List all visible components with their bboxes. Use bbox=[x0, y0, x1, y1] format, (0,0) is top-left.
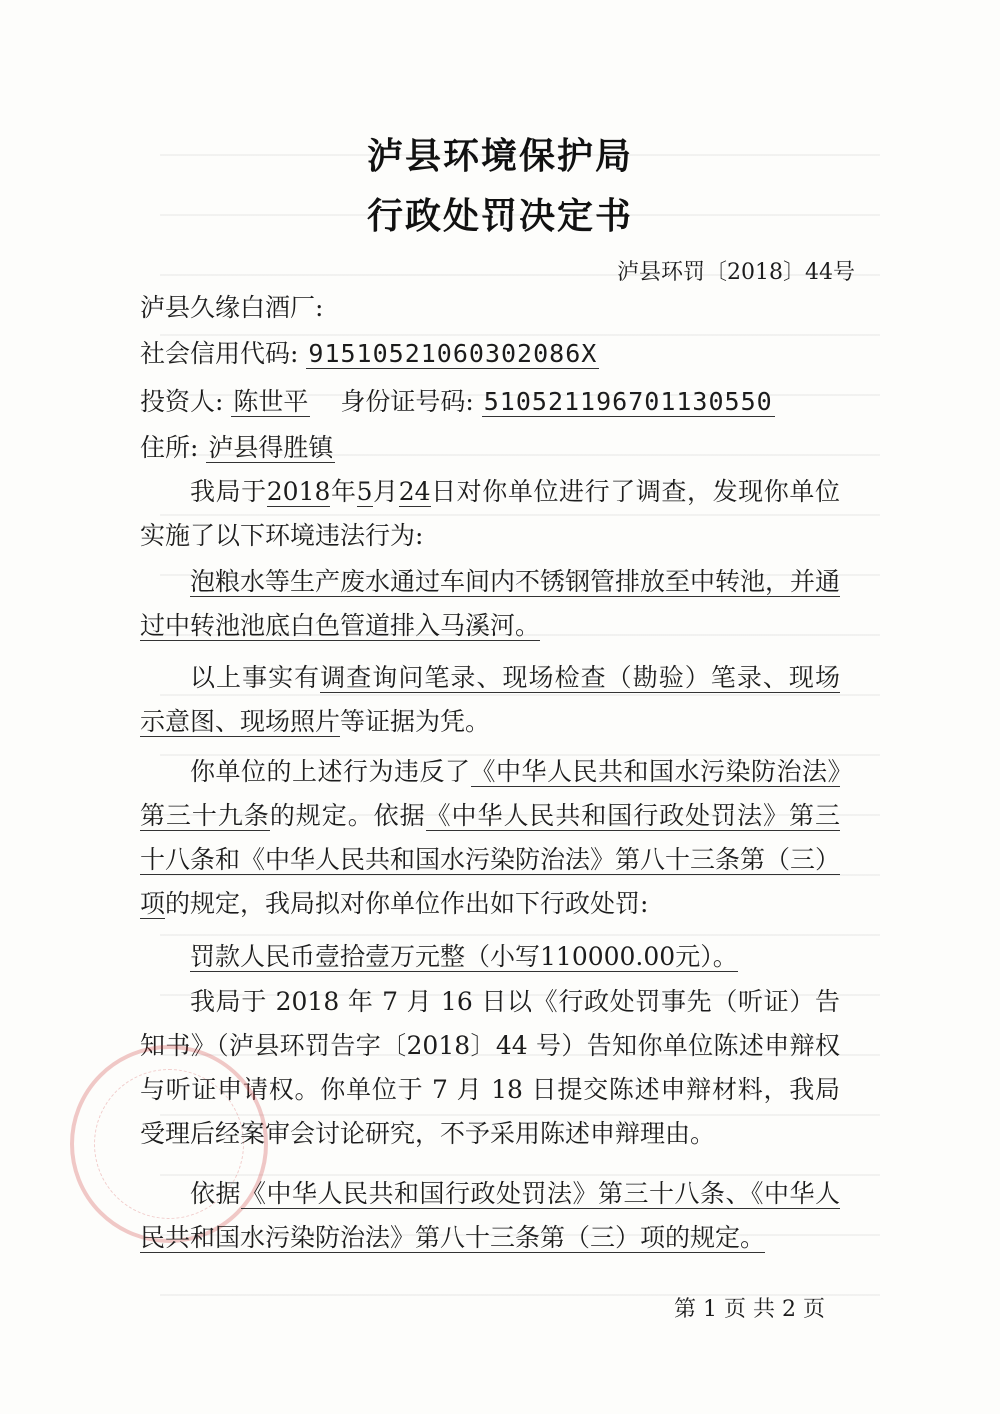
document-title-agency: 泸县环境保护局 bbox=[366, 135, 633, 177]
investigation-text-4: 日对你单位进行了调查，发现你单位实施了以下环境违法行为: bbox=[140, 477, 840, 550]
address-label: 住所: bbox=[140, 433, 199, 462]
evidence-text-2: 等证据为凭。 bbox=[340, 707, 491, 736]
id-number-label: 身份证号码: bbox=[340, 387, 474, 416]
notice-paragraph: 我局于 2018 年 7 月 16 日以《行政处罚事先（听证）告知书》（泸县环罚告字〔2018〕44 号）告知你单位陈述申辩权与听证申请权。你单位于 7 月 18 日提交陈述申辩材料，我局受理后经案审会讨论研究，不予采用陈述申辩理由。 bbox=[140, 987, 840, 1148]
investigation-day: 24 bbox=[398, 477, 431, 506]
investigation-paragraph bbox=[140, 470, 840, 558]
basis-paragraph bbox=[140, 1172, 840, 1260]
investigation-month: 5 bbox=[356, 477, 373, 506]
credit-code-row bbox=[140, 334, 599, 370]
basis-law: 《中华人民共和国行政处罚法》第三十八条、《中华人民共和国水污染防治法》第八十三条第（三）项的规定。 bbox=[140, 1179, 840, 1252]
address-row bbox=[140, 428, 335, 464]
basis-text-1: 依据 bbox=[190, 1179, 241, 1208]
penalty-paragraph bbox=[140, 935, 840, 979]
document-number: 泸县环罚〔2018〕44号 bbox=[617, 260, 855, 285]
address-value: 泸县得胜镇 bbox=[208, 433, 334, 462]
party-name: 泸县久缘白酒厂: bbox=[140, 293, 324, 322]
law-paragraph bbox=[140, 750, 840, 926]
law-text-3: 的规定，我局拟对你单位作出如下行政处罚: bbox=[165, 889, 649, 918]
violation-paragraph bbox=[140, 560, 840, 648]
violation-text: 泡粮水等生产废水通过车间内不锈钢管排放至中转池，并通过中转池池底白色管道排入马溪河。 bbox=[140, 567, 841, 640]
investor-label: 投资人: bbox=[140, 387, 224, 416]
law-violated: 《中华人民共和国水污染防治法》第三十九条 bbox=[140, 757, 840, 830]
credit-code-value: 91510521060302086X bbox=[308, 339, 598, 368]
law-basis: 《中华人民共和国行政处罚法》第三十八条和《中华人民共和国水污染防治法》第八十三条第（三）项 bbox=[140, 801, 841, 918]
page-number: 第 1 页 共 2 页 bbox=[674, 1297, 825, 1322]
investor-row bbox=[140, 382, 775, 418]
document-title-type: 行政处罚决定书 bbox=[366, 195, 633, 237]
credit-code-label: 社会信用代码: bbox=[140, 339, 299, 368]
evidence-list: 调查询问笔录、现场检查（勘验）笔录、现场示意图、现场照片 bbox=[140, 663, 840, 736]
id-number-value: 510521196701130550 bbox=[483, 387, 773, 416]
investigation-year: 2018 bbox=[266, 477, 331, 506]
law-text-1: 你单位的上述行为违反了 bbox=[190, 757, 471, 786]
investigation-text-1: 我局于 bbox=[190, 477, 267, 506]
penalty-text: 罚款人民币壹拾壹万元整（小写110000.00元）。 bbox=[190, 942, 738, 971]
law-text-2: 的规定。依据 bbox=[269, 801, 426, 830]
investigation-text-3: 月 bbox=[372, 477, 399, 506]
evidence-paragraph bbox=[140, 656, 840, 744]
investor-name: 陈世平 bbox=[233, 387, 309, 416]
investigation-text-2: 年 bbox=[330, 477, 357, 506]
evidence-text-1: 以上事实有 bbox=[190, 663, 321, 692]
